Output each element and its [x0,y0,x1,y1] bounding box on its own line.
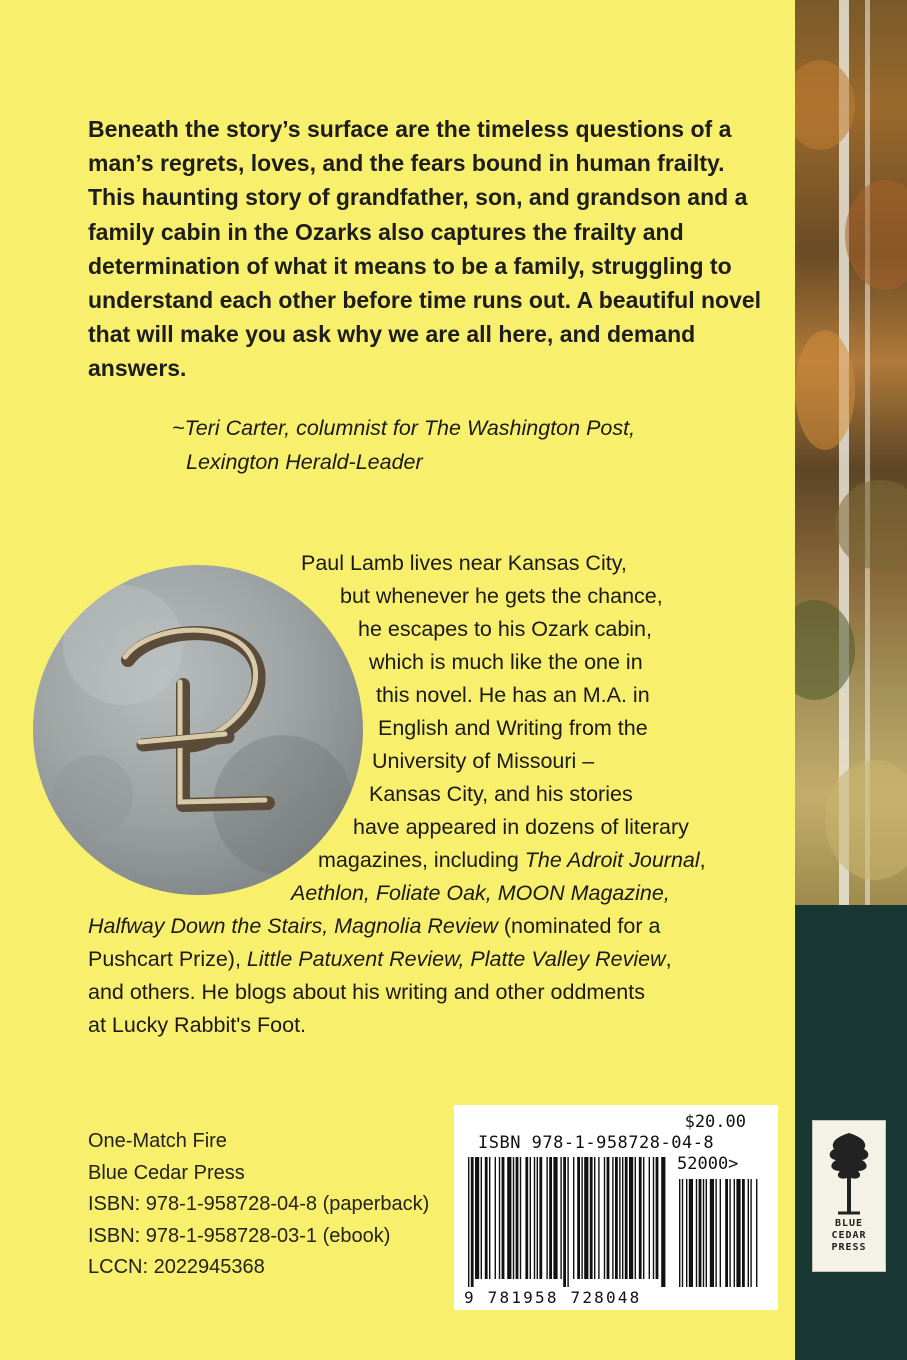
barcode-bar [516,1157,519,1279]
barcode-addon-bar [756,1179,757,1287]
barcode-bar [537,1157,538,1279]
barcode-bar [629,1157,633,1279]
attribution-line-2: Lexington Herald-Leader [186,450,423,474]
bio-magazine-title: Little Patuxent Review, Platte Valley Review [246,947,666,971]
logo-text-blue: BLUE [834,1218,864,1229]
forest-photo-strip [795,0,907,905]
bio-line: have appeared in dozens of literary [353,815,689,839]
barcode-bar [553,1157,557,1279]
barcode-bar [653,1157,654,1279]
barcode-bar [471,1157,474,1287]
barcode-addon-bar [682,1179,683,1287]
bio-line [88,910,660,943]
carved-monogram-icon [33,565,363,895]
bio-line: and others. He blogs about his writing and other oddments [88,980,645,1004]
barcode-addon-bar [720,1179,721,1287]
bio-line [88,943,672,976]
bio-line: English and Writing from the [378,716,648,740]
bio-line: Kansas City, and his stories [369,782,633,806]
barcode-bar [525,1157,528,1279]
barcode-addon-bar [734,1179,735,1287]
barcode-digits: 9 781958 728048 [464,1288,642,1307]
bio-text: (nominated for a [497,914,661,938]
review-attribution [172,411,732,479]
barcode-bar [661,1157,665,1287]
barcode-bar [530,1157,531,1279]
barcode-addon-bar [742,1179,745,1287]
isbn-ebook: ISBN: 978-1-958728-03-1 (ebook) [88,1224,391,1247]
barcode-addon-bar [689,1179,693,1287]
barcode-bar [639,1157,642,1279]
bio-line: Aethlon, Foliate Oak, MOON Magazine, [291,881,670,905]
bio-line: University of Missouri – [372,749,595,773]
barcode-bar [625,1157,628,1279]
review-blurb: Beneath the story’s surface are the timeless questions of a man’s regrets, loves, and the fears bound in human frailty. This haunting story of grandfather, son, and grandson and a family cabin in the Ozarks also captures the frailty and determination of what it means to be a family, struggling to understand each other before time runs out. A beautiful novel that will make you ask why we are all here, and demand answers. [88,116,762,382]
barcode-bar [577,1157,580,1279]
book-title: One-Match Fire [88,1130,227,1152]
foliage [795,330,855,450]
barcode-bar [573,1157,574,1279]
barcode-bar [560,1157,561,1279]
barcode-bar [499,1157,500,1279]
bio-line: this novel. He has an M.A. in [376,683,650,707]
barcode-bar [549,1157,552,1279]
barcode-bar [612,1157,613,1279]
barcode-bar [495,1157,496,1279]
lccn: LCCN: 2022945368 [88,1256,265,1278]
barcode-isbn: ISBN 978-1-958728-04-8 [478,1133,715,1153]
barcode-bar [615,1157,618,1279]
barcode-addon-bar [748,1179,749,1287]
bio-line [318,844,706,877]
barcode-bar [534,1157,535,1279]
barcode-bar [656,1157,659,1279]
barcode-addon-bar [699,1179,702,1287]
author-photo-medallion [33,565,363,895]
barcode-bars [464,1157,764,1287]
barcode-bar [539,1157,542,1279]
bio-text: magazines, including [318,848,525,872]
barcode-bar [598,1157,599,1279]
barcode-bar [513,1157,514,1279]
barcode-addon-bar [686,1179,687,1287]
barcode-bar [619,1157,620,1279]
barcode-bar [485,1157,488,1279]
bio-line: he escapes to his Ozark cabin, [358,617,652,641]
barcode-addon-bar [750,1179,751,1287]
bio-text: Pushcart Prize), [88,947,247,971]
foliage [845,180,907,290]
barcode-bar [649,1157,650,1279]
barcode-bar [567,1157,568,1287]
barcode-bar [584,1157,588,1279]
attribution-line-1: ~Teri Carter, columnist for The Washington Post, [172,416,636,440]
bio-line: at Lucky Rabbit's Foot. [88,1013,307,1037]
barcode-addon-bar [696,1179,697,1287]
publisher-name: Blue Cedar Press [88,1161,245,1184]
barcode-bar [590,1157,593,1279]
logo-text-cedar: CEDAR [831,1230,867,1241]
barcode-bar [594,1157,595,1279]
logo-text-press: PRESS [831,1242,867,1253]
barcode-bar [507,1157,511,1279]
bio-text: , [665,947,672,971]
barcode-bar [581,1157,582,1279]
isbn-paperback: ISBN: 978-1-958728-04-8 (paperback) [88,1193,430,1215]
barcode-addon-bar [715,1179,716,1287]
publication-info [88,1126,429,1284]
barcode-addon-bar [710,1179,714,1287]
publisher-logo [812,1120,886,1272]
barcode-addon-bar [736,1179,740,1287]
barcode-label [454,1105,778,1310]
barcode-bar [635,1157,636,1279]
barcode-bar [481,1157,482,1279]
barcode-addon-bar [679,1179,680,1287]
bio-text: , [699,848,706,872]
cedar-tree-icon [824,1129,874,1215]
barcode-bar [468,1157,469,1287]
barcode-addon-bar [729,1179,730,1287]
barcode-bar [502,1157,505,1279]
bio-magazine-title: The Adroit Journal [524,848,700,872]
barcode-bar [475,1157,479,1279]
bio-line: Paul Lamb lives near Kansas City, [301,551,627,575]
bio-magazine-title: Halfway Down the Stairs, Magnolia Review [88,914,498,938]
barcode-addon-bar [706,1179,707,1287]
foliage [825,760,907,880]
barcode-bar [607,1157,610,1279]
barcode-addon: 52000> [674,1154,741,1174]
barcode-bar [604,1157,605,1279]
bio-line: but whenever he gets the chance, [340,584,663,608]
barcode-bar [622,1157,623,1279]
bio-line: which is much like the one in [369,650,643,674]
barcode-bar [546,1157,547,1279]
barcode-bar [489,1157,490,1279]
barcode-bar [520,1157,521,1279]
barcode-bar [563,1157,566,1287]
barcode-bar [643,1157,644,1279]
barcode-addon-bar [725,1179,728,1287]
barcode-addon-bar [703,1179,704,1287]
barcode-price: $20.00 [684,1112,746,1132]
